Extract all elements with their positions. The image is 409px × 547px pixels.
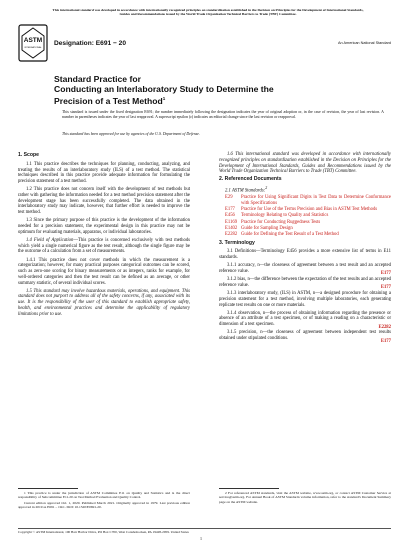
footnote-rule-left	[18, 488, 78, 489]
reference-code[interactable]: E1169	[225, 219, 238, 225]
astm-standards-subheading	[225, 186, 391, 194]
ref-e177-accuracy[interactable]: E177	[380, 271, 391, 277]
reference-code[interactable]: E1402	[225, 225, 238, 231]
ref-footnote-mark: 2	[265, 186, 268, 191]
para-3-1-5: 3.1.5 precision, n—the closeness of agreement between independent test results obtained under stipulated conditions.	[219, 330, 391, 342]
para-3-1-1: 3.1.1 accuracy, n—the closeness of agreement between a test result and an accepted reference value.	[219, 263, 391, 275]
reference-item[interactable]	[225, 213, 391, 219]
para-1-4-label: 1.4 Field of Application	[26, 237, 74, 243]
para-3-1-4: 3.1.4 observation, n—the process of obtaining information regarding the presence or absence of an attribute of a test specimen, or of making a reading on a characteristic or dimension of a test specimen.	[219, 310, 391, 328]
dod-approval-note: This standard has been approved for use by agencies of the U.S. Department of Defense.	[62, 132, 200, 136]
title-footnote-mark: 1	[162, 96, 166, 101]
para-3-1: 3.1 Definitions—Terminology E456 provides a more extensive list of terms in E11 standards.	[219, 249, 391, 261]
reference-title[interactable]: Practice for Conducting Ruggedness Tests	[241, 219, 321, 225]
section-heading-referenced-documents: 2. Referenced Documents	[219, 176, 282, 183]
para-1-4-1: 1.4.1 This practice does not cover methods in which the measurement is a categorization; however, for many practical purposes categorical outcomes can be scored, such as zero-one scoring for binary measurements or as integers, ranks for example, for well-ordered categories and then the test result can be defined as an average, or other summary statistic, of several individual scores.	[18, 257, 190, 286]
para-1-3: 1.3 Since the primary purpose of this practice is the development of the information needed for a precision statement, the experimental design in this practice may not be optimum for evaluating materials, apparatus, or individual laboratories.	[18, 218, 190, 235]
copyright-footer: Copyright © ASTM International, 100 Barr Harbor Drive, PO Box C700, West Conshohocken, PA 19428-2959. United States	[18, 530, 189, 534]
reference-item[interactable]	[225, 226, 391, 232]
title-line-2: Conducting an Interlaboratory Study to Determine the	[54, 84, 274, 94]
reference-item[interactable]	[225, 232, 391, 238]
left-column	[18, 152, 190, 320]
reference-title[interactable]: Guide for Defining the Test Result of a Test Method	[241, 231, 339, 237]
reference-code[interactable]: E2282	[225, 231, 238, 237]
reference-code[interactable]: E456	[225, 213, 235, 219]
reference-title[interactable]: Practice for Use of the Terms Precision and Bias in ASTM Test Methods	[241, 207, 378, 213]
title-line-3-wrap	[54, 94, 284, 106]
reference-item[interactable]	[225, 220, 391, 226]
reference-list	[225, 195, 391, 237]
section-heading-terminology: 3. Terminology	[219, 239, 255, 246]
title-line-3: Precision of a Test Method	[54, 95, 163, 106]
para-1-4	[18, 238, 190, 255]
page-number: 1	[200, 536, 202, 541]
reference-code[interactable]: E177	[225, 207, 235, 213]
para-1-1: 1.1 This practice describes the techniques for planning, conducting, analyzing, and treating the results of an interlaboratory study (ILS) of a test method. The statistical techniques described in this practice provide adequate information for formulating the precision statement of a test method.	[18, 161, 190, 184]
svg-text:INTERNATIONAL: INTERNATIONAL	[24, 47, 42, 49]
para-1-6: 1.6 This international standard was developed in accordance with internationally recognized principles on standardization established in the Decision on Principles for the Development of International Standards, Guides and Recommendations issued by the World Trade Organization Technical Barriers to Trade (TBT) Committee.	[219, 152, 391, 175]
reference-item[interactable]	[225, 207, 391, 213]
document-title	[54, 74, 284, 106]
footnote-1-edition: Current edition approved Oct. 1, 2020. Published March 2021. Originally approved in 1979. Last previous edition approved in 2019 as E691 – 19ε1. DOI: 10.1520/E0691-20.	[18, 500, 190, 510]
designation: Designation: E691 − 20	[54, 40, 127, 47]
footer-rule	[18, 528, 391, 529]
footnotes-right	[219, 491, 391, 505]
title-line-1: Standard Practice for	[54, 74, 141, 84]
right-column	[219, 152, 391, 344]
ref-e177-precision[interactable]: E177	[380, 338, 391, 344]
para-1-5: 1.5 This standard may involve hazardous materials, operations, and equipment. This standard does not purport to address all of the safety concerns, if any, associated with its use. It is the responsibility of the user of this standard to establish appropriate safety, health, and environmental practices and determine the applicability of regulatory limitations prior to use.	[18, 288, 190, 317]
ref-e177-bias[interactable]: E177	[380, 285, 391, 291]
ref-e2282-observation[interactable]: E2282	[378, 324, 391, 330]
para-3-1-2: 3.1.2 bias, n—the difference between the expectation of the test results and an accepted reference value.	[219, 277, 391, 288]
reference-item[interactable]	[225, 195, 391, 207]
para-1-4-text: —This practice is concerned exclusively with test methods which yield a single numerical figure as the test result, although the single figure may be the outcome of a calculation from a set of measurements.	[18, 237, 191, 255]
designation-note: This standard is issued under the fixed designation E691; the number immediately following the designation indicates the year of original adoption or, in the case of revision, the year of last revision. A number in parentheses indicates the year of last reapproval. A superscript epsilon (ε) indicates an editorial change since the last revision or reapproval.	[62, 110, 384, 119]
reference-title[interactable]: Guide for Sampling Design	[241, 225, 293, 231]
astm-logo-icon	[18, 24, 48, 62]
astm-standards-label: 2.1 ASTM Standards:	[225, 188, 266, 194]
svg-text:ASTM: ASTM	[23, 37, 43, 44]
international-standard-notice: This international standard was developed in accordance with internationally recognized principles on standardization established in the Decision on Principles for the Development of International Standards, Guides and Recommendations issued by the World Trade Organization Technical Barriers to Trade (TBT) Committee.	[52, 8, 364, 17]
footnotes-left	[18, 491, 190, 511]
para-3-1-3: 3.1.3 interlaboratory study, (ILS) in ASTM, n—a designed procedure for obtaining a precision statement for a test method, involving multiple laboratories, each generating replicate test results on one or more materials.	[219, 291, 391, 308]
footnote-2: 2 For referenced ASTM standards, visit the ASTM website, www.astm.org, or contact ASTM Customer Service at service@astm.org. For Annual Book of ASTM Standards volume information, refer to the standard's Document Summary page on the ASTM website.	[219, 491, 391, 504]
para-1-2: 1.2 This practice does not concern itself with the development of test methods but rather with gathering the information needed for a test method precision statement after the development stage has been successfully completed. The data obtained in the interlaboratory study may indicate, however, that further effort is needed to improve the test method.	[18, 187, 190, 216]
section-heading-scope: 1. Scope	[18, 152, 39, 158]
footnote-1: 1 This practice is under the jurisdiction of ASTM Committee E11 on Quality and Statistics and is the direct responsibility of Subcommittee E11.20 on Test Method Evaluation and Quality Control.	[18, 491, 190, 500]
footnote-rule-right	[219, 488, 279, 489]
american-national-standard-label: An American National Standard	[338, 41, 391, 45]
reference-code[interactable]: E29	[225, 195, 233, 201]
reference-title[interactable]: Terminology Relating to Quality and Statistics	[241, 213, 329, 219]
reference-title[interactable]: Practice for Using Significant Digits in Test Data to Determine Conformance with Specifications	[241, 195, 391, 207]
